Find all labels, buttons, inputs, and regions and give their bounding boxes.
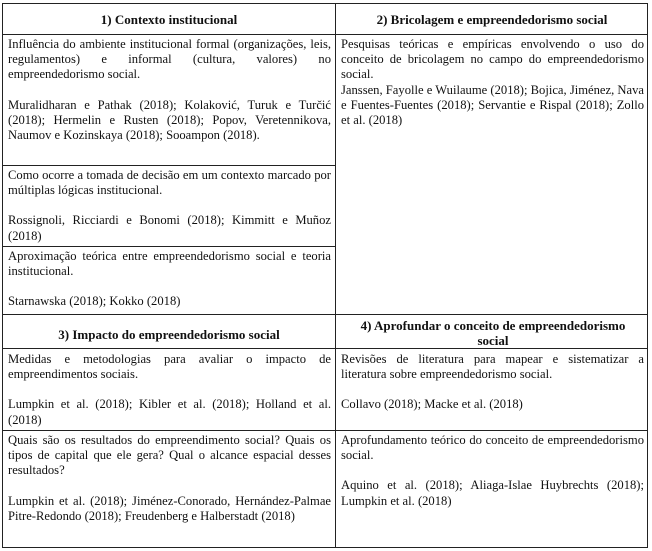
q1-row-1-description: Influência do ambiente institucional formal (organizações, leis, regulamentos) e informal (cultura, valores) no empreendedorismo social. [8, 37, 331, 82]
q3-header-divider [2, 348, 335, 349]
q1-row-2-description: Como ocorre a tomada de decisão em um contexto marcado por múltiplas lógicas institucional. [8, 168, 331, 198]
q2-title: 2) Bricolagem e empreendedorismo social [376, 12, 608, 27]
q3-row-2 [8, 433, 331, 524]
q1-row-divider-2 [2, 246, 335, 247]
q2-header-divider [335, 34, 648, 35]
q3-row-2-description: Quais são os resultados do empreendimento social? Quais os tipos de capital que ele gera? Qual o alcance espacial desses resultados? [8, 433, 331, 478]
q1-header-divider [2, 34, 335, 35]
table-border-bottom [2, 547, 648, 548]
q4-row-1-description: Revisões de literatura para mapear e sistematizar a literatura sobre empreendedorismo social. [341, 352, 644, 382]
q3-row-2-references: Lumpkin et al. (2018); Jiménez-Conorado, Hernández-Palmae Pitre-Redondo (2018); Freudenberg e Halberstadt (2018) [8, 493, 331, 523]
table-middle-rule [2, 314, 648, 315]
q4-row-1 [341, 352, 644, 413]
q3-row-1-description: Medidas e metodologias para avaliar o impacto de empreendimentos sociais. [8, 352, 331, 382]
q1-row-1-references: Muralidharan e Pathak (2018); Kolaković, Turuk e Turčić (2018); Hermelin e Rusten (2018); Popov, Veretennikova, Naumov e Kozinskaya (2018); Sooampon (2018). [8, 97, 331, 143]
q1-row-3 [8, 249, 331, 310]
table-center-rule [335, 3, 336, 548]
q4-row-2-description: Aprofundamento teórico do conceito de empreendedorismo social. [341, 433, 644, 463]
q4-row-1-references: Collavo (2018); Macke et al. (2018) [341, 397, 523, 412]
q3-row-divider [2, 430, 335, 431]
q1-row-2 [8, 168, 331, 244]
q3-row-1 [8, 352, 331, 428]
q1-row-2-references: Rossignoli, Ricciardi e Bonomi (2018); Kimmitt e Muñoz (2018) [8, 213, 331, 243]
q2-row-1-description: Pesquisas teóricas e empíricas envolvendo o uso do conceito de bricolagem no campo do empreendedorismo social. [341, 37, 644, 82]
q4-row-2-references: Aquino et al. (2018); Aliaga-Islae Huybrechts (2018); Lumpkin et al. (2018) [341, 478, 644, 508]
q1-row-3-description: Aproximação teórica entre empreendedorismo social e teoria institucional. [8, 249, 331, 279]
literature-table [2, 3, 648, 548]
q1-row-divider-1 [2, 165, 335, 166]
q2-row-1 [341, 37, 644, 128]
q4-row-2 [341, 433, 644, 509]
q1-row-1 [8, 37, 331, 143]
q1-row-3-references: Starnawska (2018); Kokko (2018) [8, 294, 181, 309]
q3-row-1-references: Lumpkin et al. (2018); Kibler et al. (2018); Holland et al. (2018) [8, 397, 331, 427]
q4-title: 4) Aprofundar o conceito de empreendedorismo social [360, 318, 626, 349]
q3-title: 3) Impacto do empreendedorismo social [58, 327, 280, 342]
table-border-left [2, 3, 3, 548]
q1-title: 1) Contexto institucional [100, 12, 238, 27]
table-border-right [647, 3, 648, 548]
table-border-top [2, 3, 648, 4]
q4-row-divider [335, 430, 648, 431]
q2-row-1-references: Janssen, Fayolle e Wuilaume (2018); Bojica, Jiménez, Nava e Fuentes-Fuentes (2018); Servantie e Rispal (2018); Zollo et al. (2018) [341, 82, 644, 128]
